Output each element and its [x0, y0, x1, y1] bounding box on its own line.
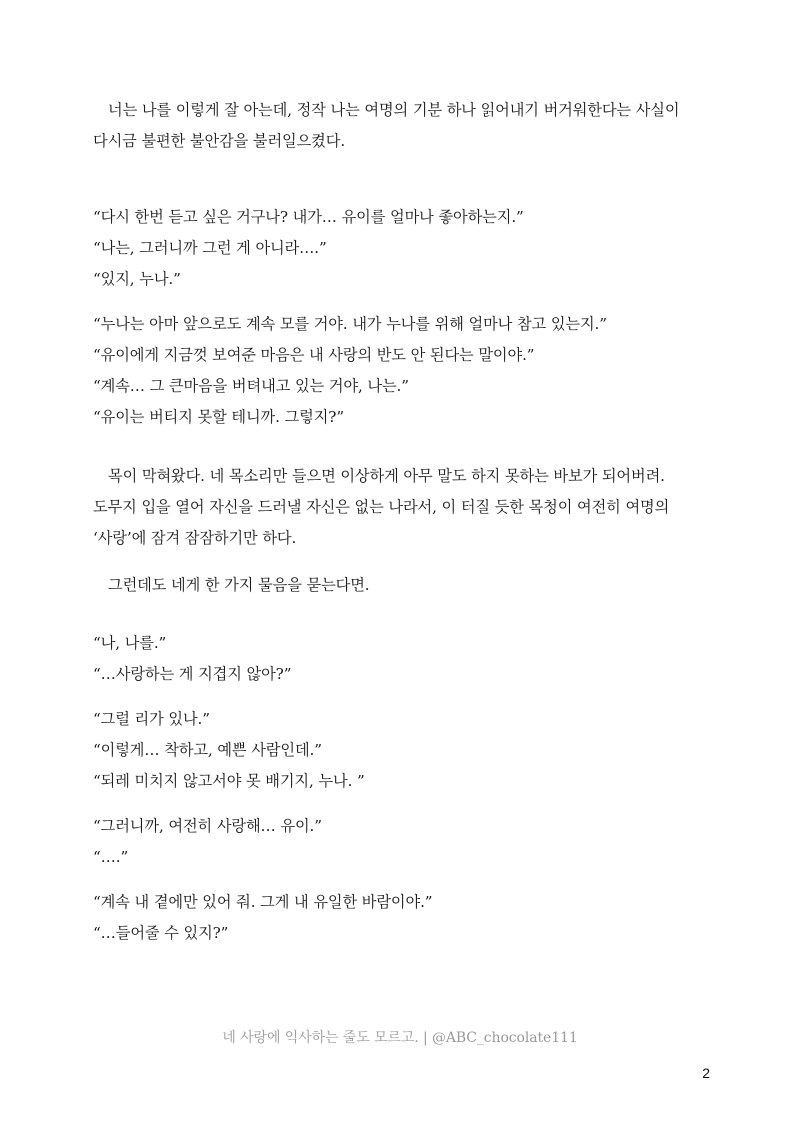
dialogue-line: “그럴 리가 있나.” [93, 710, 210, 728]
dialogue-line: “다시 한번 듣고 싶은 거구나? 내가… 유이를 얼마나 좋아하는지.” [93, 208, 524, 226]
dialogue-line: “유이는 버티지 못할 테니까. 그렇지?” [93, 408, 345, 426]
dialogue-line: “계속 내 곁에만 있어 줘. 그게 내 유일한 바람이야.” [93, 893, 433, 911]
dialogue-line: “….” [93, 848, 129, 866]
dialogue-line: “되레 미치지 않고서야 못 배기지, 누나. ” [93, 772, 365, 790]
paragraph-line: ‘사랑’에 잠겨 잠잠하기만 하다. [93, 529, 297, 547]
dialogue-line: “그러니까, 여전히 사랑해… 유이.” [93, 817, 322, 835]
paragraph-line: 도무지 입을 열어 자신을 드러낼 자신은 없는 나라서, 이 터질 듯한 목청이 여전히 여명의 [93, 498, 670, 516]
dialogue-line: “있지, 누나.” [93, 270, 181, 288]
page-number: 2 [702, 1065, 710, 1081]
dialogue-line: “나, 나를.” [93, 634, 167, 652]
paragraph-line: 너는 나를 이렇게 잘 아는데, 정작 나는 여명의 기분 하나 읽어내기 버거워한다는 사실이 [108, 101, 680, 119]
dialogue-line: “유이에게 지금껏 보여준 마음은 내 사랑의 반도 안 된다는 말이야.” [93, 346, 535, 364]
dialogue-line: “나는, 그러니까 그런 게 아니라….” [93, 239, 327, 257]
paragraph-line: 그런데도 네게 한 가지 물음을 묻는다면. [108, 576, 370, 594]
dialogue-line: “누나는 아마 앞으로도 계속 모를 거야. 내가 누나를 위해 얼마나 참고 있는지.” [93, 315, 607, 333]
paragraph-line: 다시금 불편한 불안감을 불러일으켰다. [93, 132, 346, 150]
dialogue-line: “이렇게… 착하고, 예쁜 사람인데.” [93, 741, 322, 759]
page-footer: 네 사랑에 익사하는 줄도 모르고. | @ABC_chocolate111 [222, 1030, 578, 1046]
dialogue-line: “…들어줄 수 있지?” [93, 924, 229, 942]
dialogue-line: “계속… 그 큰마음을 버텨내고 있는 거야, 나는.” [93, 377, 409, 395]
paragraph-line: 목이 막혀왔다. 네 목소리만 들으면 이상하게 아무 말도 하지 못하는 바보가 되어버려. [108, 467, 665, 485]
dialogue-line: “…사랑하는 게 지겹지 않아?” [93, 665, 292, 683]
